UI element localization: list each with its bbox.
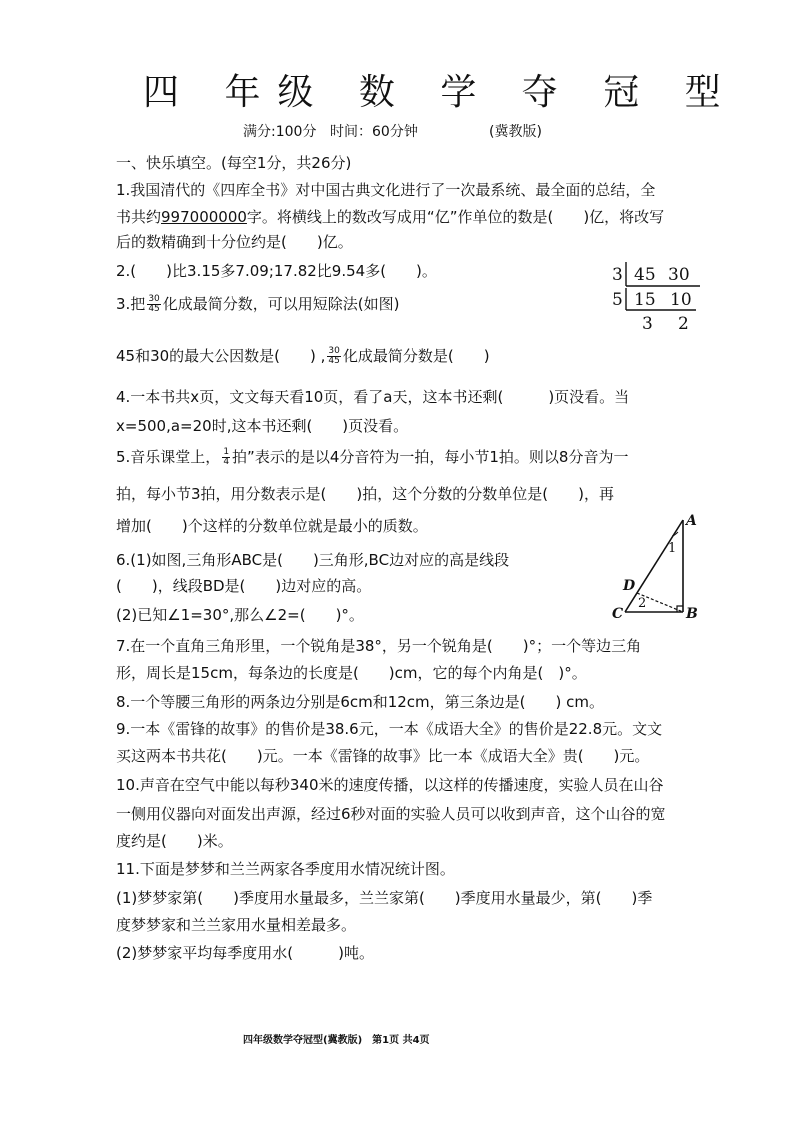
exam-time: 时间：60分钟 [330, 124, 418, 140]
full-score: 满分:100分 [243, 124, 317, 140]
quotient-b3: 2 [678, 314, 689, 334]
q10-line1: 10.声音在空气中能以每秒340米的速度传播，以这样的传播速度，实验人员在山谷 [116, 776, 664, 794]
q3-line2 [116, 346, 490, 366]
q6-line1: 6.(1)如图,三角形ABC是( )三角形,BC边对应的高是线段 [116, 551, 510, 569]
q6-line2: ( )，线段BD是( )边对应的高。 [116, 577, 372, 595]
vertex-A: A [686, 513, 697, 529]
q3-suffix: 化成最简分数，可以用短除法(如图) [162, 295, 400, 313]
q9-line1: 9.一本《雷锋的故事》的售价是38.6元，一本《成语大全》的售价是22.8元。文文 [116, 720, 663, 738]
q1-line2-prefix: 书共约 [116, 208, 162, 226]
q3-fraction-num: 30 [148, 294, 160, 304]
q3-fraction [147, 295, 160, 314]
vertex-D: D [623, 578, 636, 594]
section-heading: 一、快乐填空。(每空1分，共26分) [116, 154, 352, 172]
quotient-a2: 15 [634, 290, 656, 310]
quotient-a3: 3 [642, 314, 653, 334]
divisor-1: 3 [612, 265, 623, 285]
divisor-2: 5 [612, 290, 623, 310]
q5-prefix: 5.音乐课堂上， [116, 448, 221, 466]
q3-fraction-2 [327, 347, 340, 366]
q8-line: 8.一个等腰三角形的两条边分别是6cm和12cm，第三条边是( ) cm。 [116, 693, 604, 711]
q11-line3: 度梦梦家和兰兰家用水量相差最多。 [116, 916, 357, 934]
q1-line3: 后的数精确到十分位约是( )亿。 [116, 233, 353, 251]
q3-fraction2-num: 30 [328, 346, 340, 356]
q4-line1: 4.一本书共x页，文文每天看10页，看了a天，这本书还剩( )页没看。当 [116, 388, 630, 406]
page-footer: 四年级数学夺冠型(冀教版) 第1页 共4页 [243, 1035, 430, 1046]
q7-line2: 形，周长是15cm，每条边的长度是( )cm，它的每个内角是( )°。 [116, 664, 587, 682]
q5-line1 [116, 447, 628, 467]
q2-line: 2.( )比3.15多7.09;17.82比9.54多( )。 [116, 262, 437, 280]
q5-line2: 拍，每小节3拍，用分数表示是( )拍，这个分数的分数单位是( )，再 [116, 485, 614, 503]
q5-suffix: 拍”表示的是以4分音符为一拍，每小节1拍。则以8分音为一 [232, 448, 629, 466]
vertex-B: B [686, 606, 698, 620]
q3-line2-prefix: 45和30的最大公因数是( ) , [116, 347, 326, 365]
q1-line2 [116, 207, 664, 227]
angle-1-label: 1 [668, 541, 677, 556]
q1-underlined-number: 997000000 [161, 208, 247, 226]
q3-fraction2-den: 45 [328, 356, 340, 366]
q10-line2: 一侧用仪器向对面发出声源，经过6秒对面的实验人员可以收到声音，这个山谷的宽 [116, 805, 666, 823]
q5-line3: 增加( )个这样的分数单位就是最小的质数。 [116, 517, 428, 535]
q11-line4: (2)梦梦家平均每季度用水( )吨。 [116, 944, 374, 962]
q3-line2-suffix: 化成最简分数是( ) [342, 347, 490, 365]
q10-line3: 度约是( )米。 [116, 832, 233, 850]
q5-fraction-den: 4 [223, 457, 230, 467]
q3-line1 [116, 294, 399, 314]
quotient-b2: 10 [670, 290, 692, 310]
q11-line2: (1)梦梦家第( )季度用水量最多，兰兰家第( )季度用水量最少，第( )季 [116, 889, 653, 907]
q11-line1: 11.下面是梦梦和兰兰两家各季度用水情况统计图。 [116, 860, 455, 878]
page-title: 四 年级 数 学 夺 冠 型 [143, 72, 738, 113]
q3-fraction-den: 45 [148, 304, 160, 314]
short-division-figure [608, 258, 708, 338]
angle-2-label: 2 [638, 596, 647, 611]
q7-line1: 7.在一个直角三角形里，一个锐角是38°，另一个锐角是( )°；一个等边三角 [116, 637, 642, 655]
q3-prefix: 3.把 [116, 295, 146, 313]
q6-line3: (2)已知∠1=30°,那么∠2=( )°。 [116, 606, 364, 624]
triangle-figure [610, 510, 710, 620]
dividend-a1: 45 [634, 265, 656, 285]
q1-line1: 1.我国清代的《四库全书》对中国古典文化进行了一次最系统、最全面的总结，全 [116, 181, 656, 199]
dividend-b1: 30 [668, 265, 690, 285]
q9-line2: 买这两本书共花( )元。一本《雷锋的故事》比一本《成语大全》贵( )元。 [116, 747, 650, 765]
q4-line2: x=500,a=20时,这本书还剩( )页没看。 [116, 417, 409, 435]
edition-label: (冀教版) [489, 124, 542, 140]
q5-fraction [222, 448, 230, 467]
vertex-C: C [612, 606, 624, 620]
q5-fraction-num: 1 [223, 447, 230, 457]
q1-line2-suffix: 字。将横线上的数改写成用“亿”作单位的数是( )亿，将改写 [246, 208, 665, 226]
